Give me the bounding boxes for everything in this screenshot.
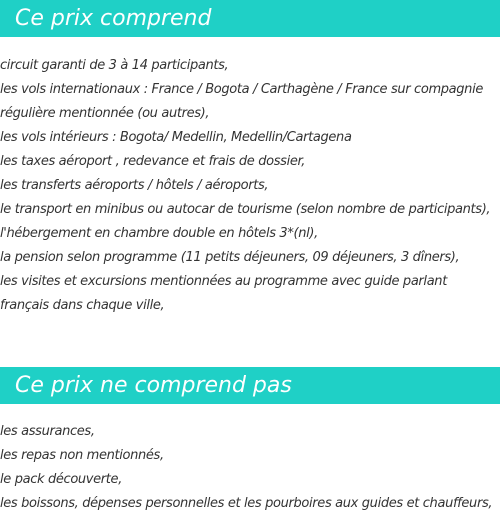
section-header-includes: Ce prix comprend — [0, 0, 500, 37]
list-item: les vols internationaux : France / Bogota / Carthagène / France sur compagnie — [0, 82, 483, 97]
section-header-excludes: Ce prix ne comprend pas — [0, 367, 500, 404]
list-item: français dans chaque ville, — [0, 298, 165, 313]
list-item: la pension selon programme (11 petits déjeuners, 09 déjeuners, 3 dîners), — [0, 250, 460, 265]
list-item: le pack découverte, — [0, 472, 122, 487]
list-item: les boissons, dépenses personnelles et les pourboires aux guides et chauffeurs, — [0, 496, 493, 511]
excluded-items-list — [0, 420, 500, 516]
list-item: les transferts aéroports / hôtels / aéroports, — [0, 178, 269, 193]
list-item: les taxes aéroport , redevance et frais de dossier, — [0, 154, 306, 169]
list-item: régulière mentionnée (ou autres), — [0, 106, 210, 121]
list-item: les visites et excursions mentionnées au programme avec guide parlant — [0, 274, 447, 289]
list-item: le transport en minibus ou autocar de tourisme (selon nombre de participants), — [0, 202, 491, 217]
list-item: les assurances, — [0, 424, 95, 439]
list-item: les repas non mentionnés, — [0, 448, 164, 463]
list-item: l'hébergement en chambre double en hôtels 3*(nl), — [0, 226, 318, 241]
list-item: circuit garanti de 3 à 14 participants, — [0, 58, 229, 73]
included-items-list — [0, 54, 500, 318]
list-item: les vols intérieurs : Bogota/ Medellin, Medellin/Cartagena — [0, 130, 352, 145]
